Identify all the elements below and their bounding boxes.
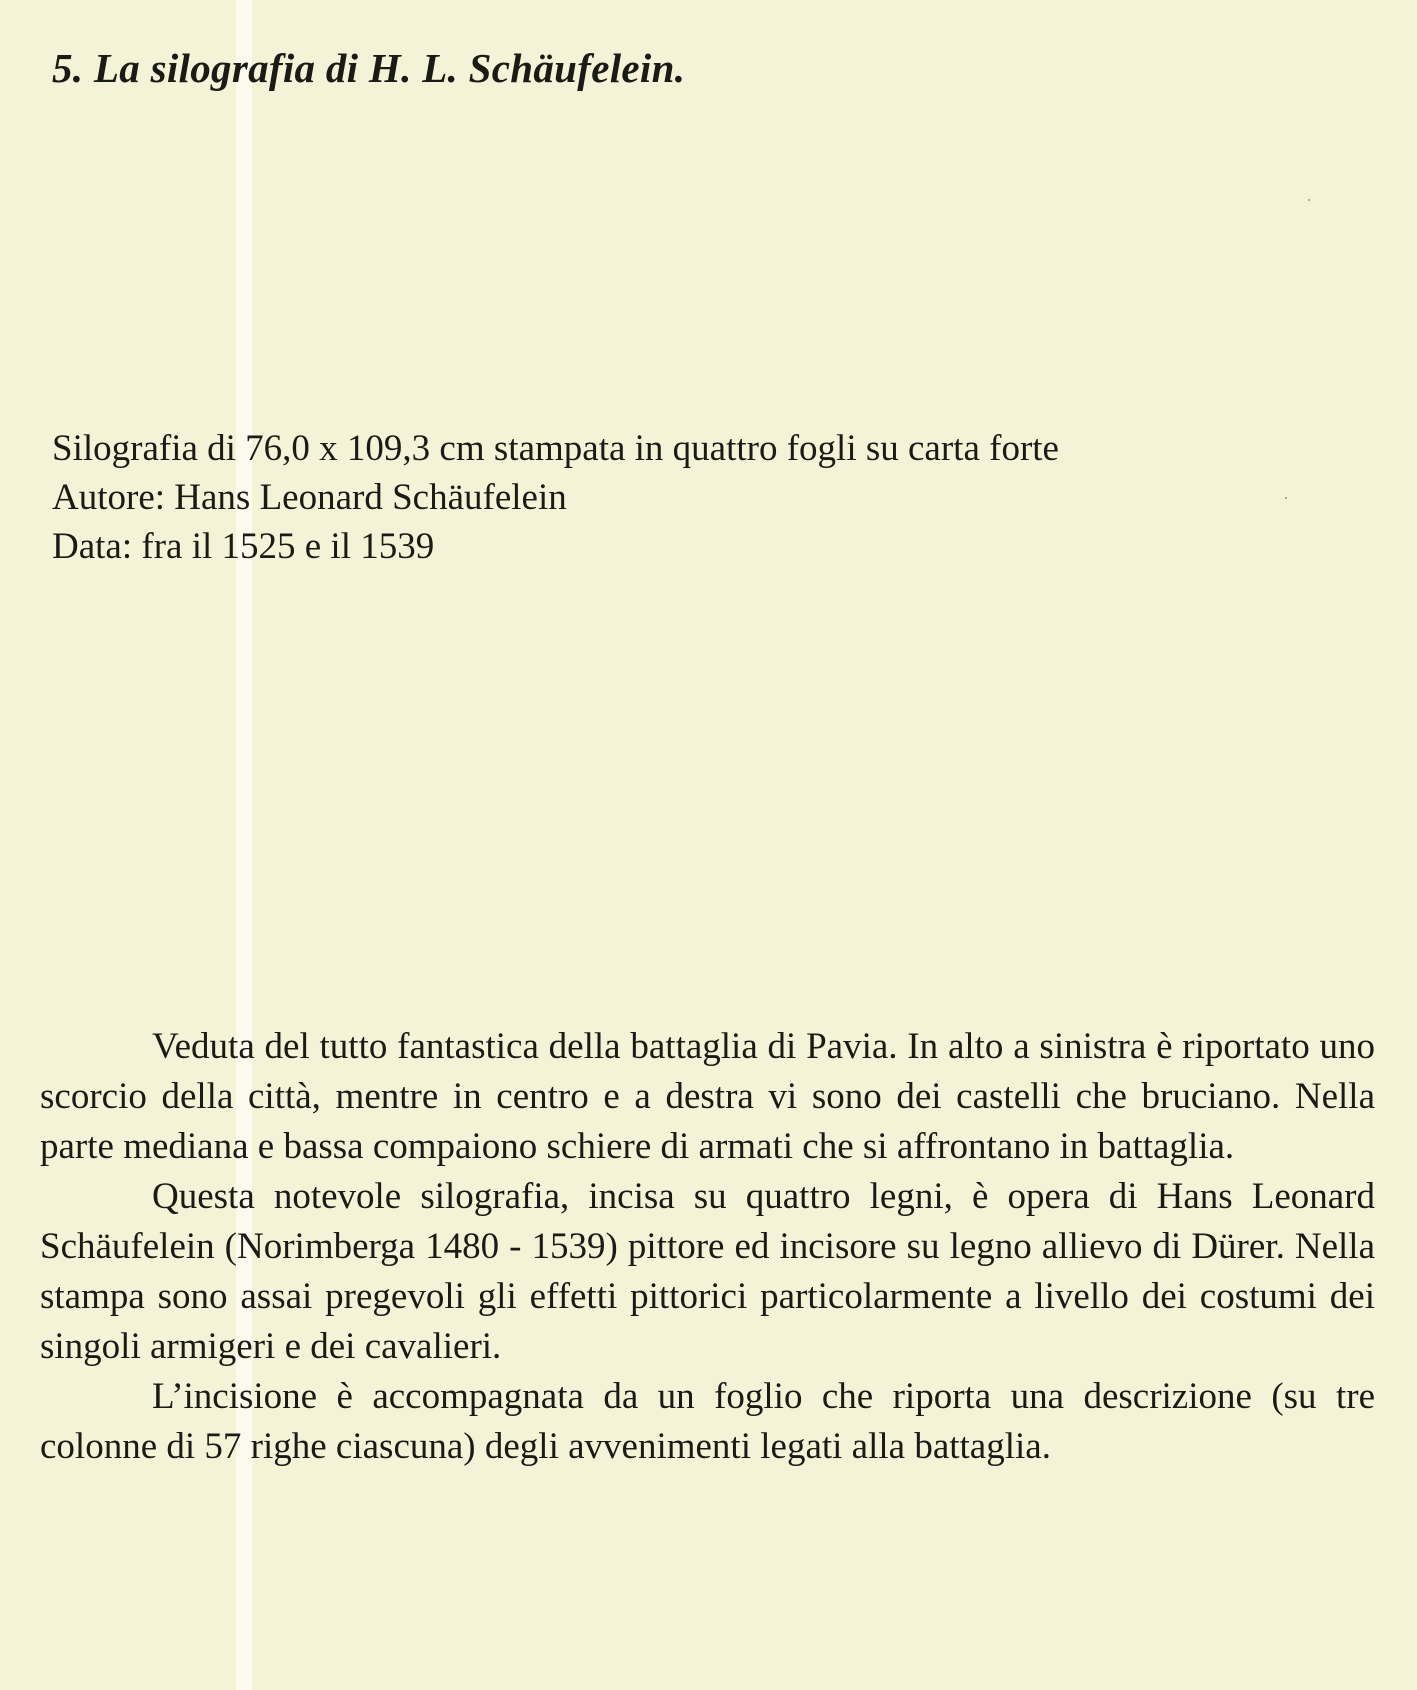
description-paragraph: L’incisione è accompagnata da un foglio che riporta una descrizione (su tre colonne di 57 righe ciascuna) degli avvenimenti legati alla battaglia.: [40, 1376, 1375, 1467]
artwork-author-line: Autore: Hans Leonard Schäufelein: [52, 477, 567, 518]
description-paragraph: Veduta del tutto fantastica della battaglia di Pavia. In alto a sinistra è riportato uno scorcio della città, mentre in centro e a destra vi sono dei castelli che bruciano. Nella parte mediana e bassa compaiono schiere di armati che si affrontano in battaglia.: [40, 1026, 1375, 1167]
artwork-date-line: Data: fra il 1525 e il 1539: [52, 526, 435, 567]
artwork-metadata: [52, 424, 1059, 571]
description-body: [40, 1022, 1375, 1472]
description-paragraph: Questa notevole silografia, incisa su quattro legni, è opera di Hans Leonard Schäufelein (Norimberga 1480 - 1539) pittore ed incisore su legno allievo di Dürer. Nella stampa sono assai pregevoli gli effetti pittorici particolarmente a livello dei costumi dei singoli armigeri e dei cavalieri.: [40, 1176, 1375, 1367]
paper-speck: [1308, 199, 1310, 201]
artwork-dimensions-line: Silografia di 76,0 x 109,3 cm stampata in quattro fogli su carta forte: [52, 428, 1059, 469]
section-title: 5. La silografia di H. L. Schäufelein.: [52, 45, 686, 91]
paper-speck: [1285, 497, 1287, 499]
